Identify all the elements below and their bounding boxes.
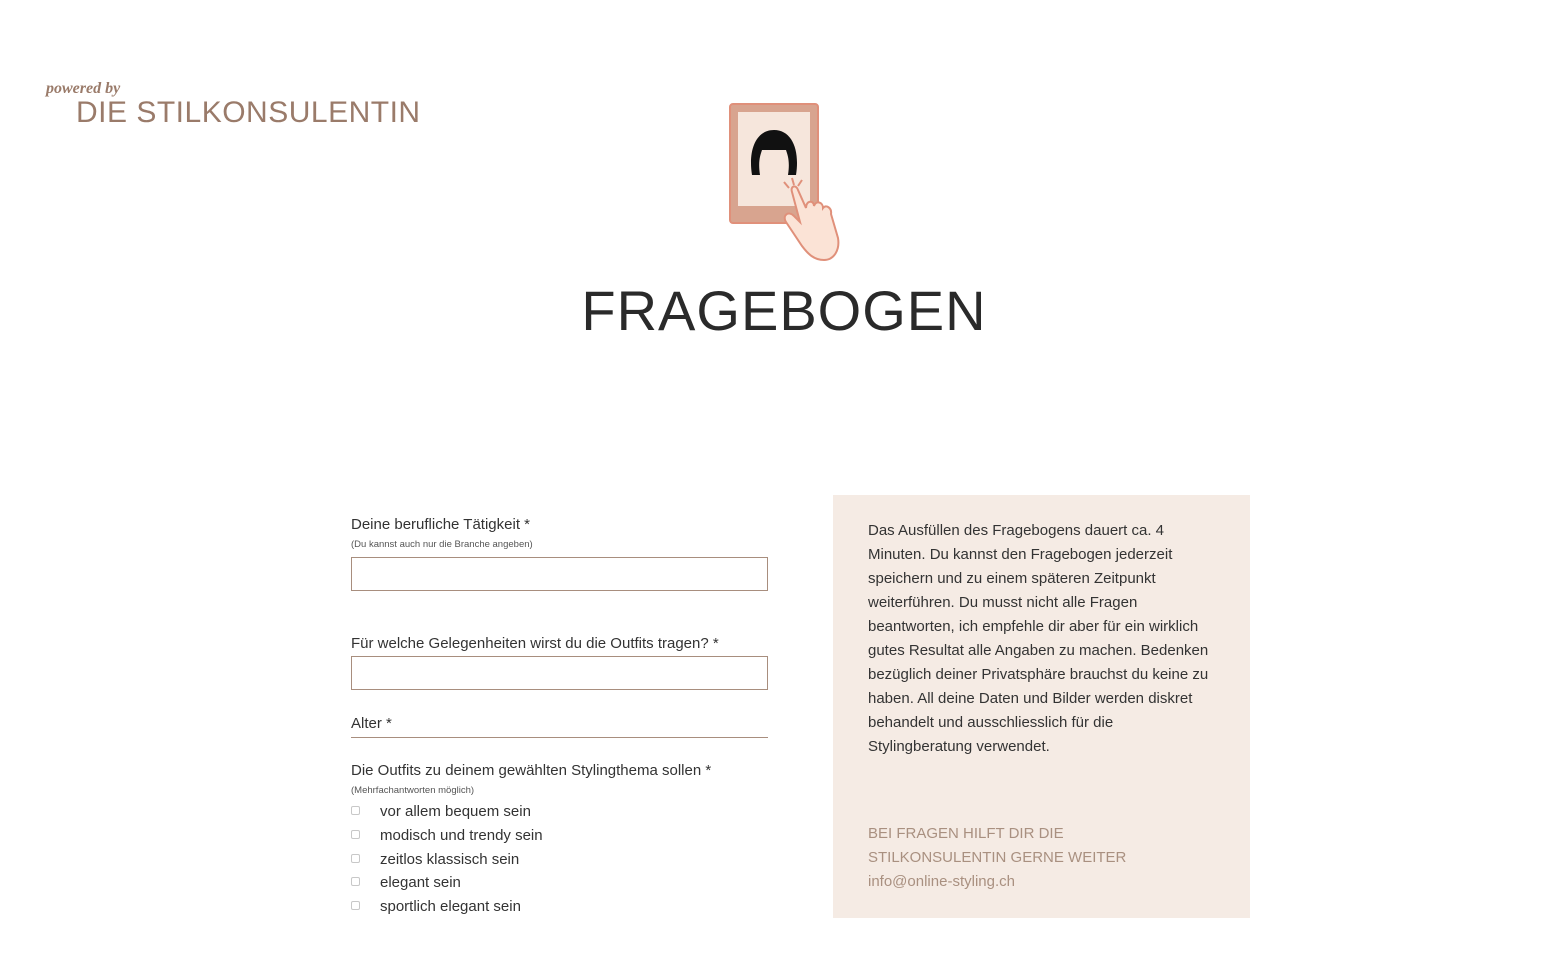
option-label: modisch und trendy sein xyxy=(380,827,543,845)
info-text: Das Ausfüllen des Fragebogens dauert ca. 4 Minuten. Du kannst den Fragebogen jederzeit speichern und zu einem späteren Zeitpunkt weiterführen. Du musst nicht alle Fragen beantworten, ich empfehle dir aber für ein wirklich gutes Resultat alle Angaben zu machen. Bedenken bezüglich deiner Privatsphäre brauchst du keine zu haben. All deine Daten und Bilder werden diskret behandelt und ausschliesslich für die Stylingberatung verwendet. xyxy=(868,522,1209,755)
brand-logo[interactable] xyxy=(46,80,421,130)
age-label: Alter * xyxy=(351,715,392,732)
styling-options xyxy=(351,800,768,918)
brand-name: DIE STILKONSULENTIN xyxy=(76,96,421,129)
questionnaire-form xyxy=(351,516,768,918)
occupation-input[interactable] xyxy=(351,557,768,591)
styling-option[interactable] xyxy=(351,895,768,919)
option-label: vor allem bequem sein xyxy=(380,803,531,821)
checkbox[interactable] xyxy=(351,806,360,815)
checkbox[interactable] xyxy=(351,854,360,863)
styling-label: Die Outfits zu deinem gewählten Stylingthema sollen * xyxy=(351,762,712,779)
checkbox[interactable] xyxy=(351,901,360,910)
occupation-label: Deine berufliche Tätigkeit * xyxy=(351,516,530,533)
styling-option[interactable] xyxy=(351,847,768,871)
tablet-touch-icon xyxy=(726,100,846,265)
option-label: elegant sein xyxy=(380,874,461,892)
contact-email-link[interactable]: info@online-styling.ch xyxy=(868,873,1015,890)
checkbox[interactable] xyxy=(351,830,360,839)
contact-line-2: STILKONSULENTIN GERNE WEITER xyxy=(868,849,1127,866)
contact-line-1: BEI FRAGEN HILFT DIR DIE xyxy=(868,825,1064,842)
option-label: sportlich elegant sein xyxy=(380,898,521,916)
styling-option[interactable] xyxy=(351,871,768,895)
page-title: FRAGEBOGEN xyxy=(581,279,987,342)
styling-option[interactable] xyxy=(351,824,768,848)
powered-by-label: powered by xyxy=(46,80,121,97)
age-field[interactable] xyxy=(351,715,768,738)
option-label: zeitlos klassisch sein xyxy=(380,850,520,868)
styling-hint: (Mehrfachantworten möglich) xyxy=(351,785,475,796)
occasions-label: Für welche Gelegenheiten wirst du die Outfits tragen? * xyxy=(351,635,719,652)
occasions-input[interactable] xyxy=(351,656,768,690)
contact-block xyxy=(868,822,1228,894)
checkbox[interactable] xyxy=(351,877,360,886)
info-panel xyxy=(833,495,1250,918)
occupation-hint: (Du kannst auch nur die Branche angeben) xyxy=(351,539,533,550)
styling-option[interactable] xyxy=(351,800,768,824)
